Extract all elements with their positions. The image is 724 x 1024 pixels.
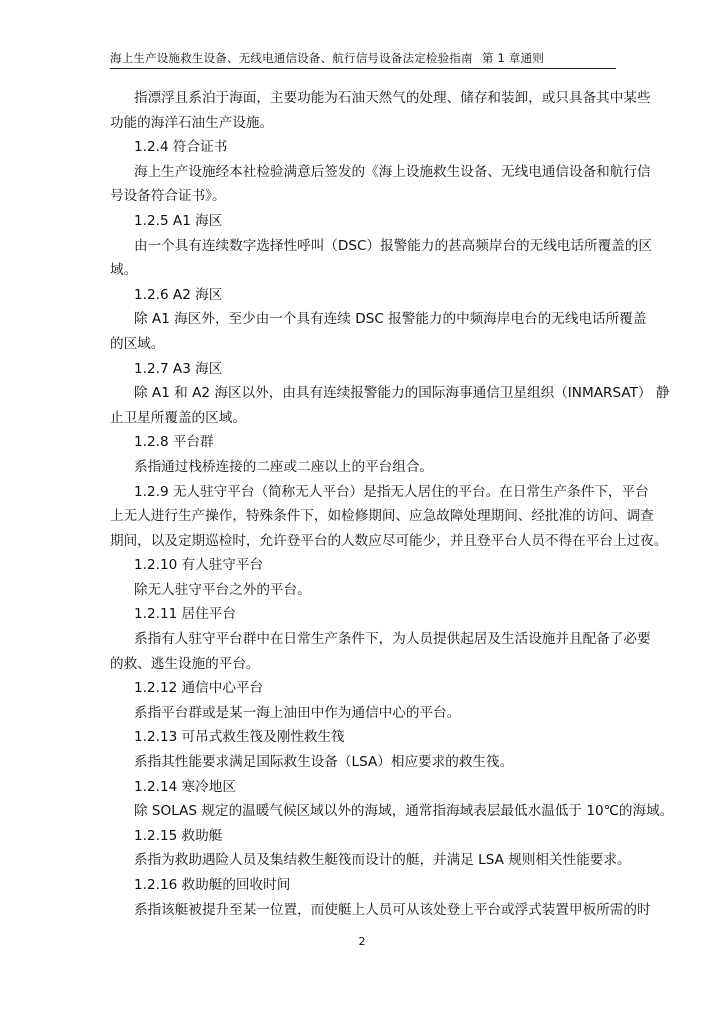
paragraph-line: 系指有人驻守平台群中在日常生产条件下，为人员提供起居及生活设施并且配备了必要 <box>134 631 651 648</box>
paragraph-line: 期间，以及定期巡检时，允许登平台的人数应尽可能少，并且登平台人员不得在平台上过夜。 <box>110 532 668 549</box>
body-text <box>110 86 674 922</box>
section-line: 系指其性能要求满足国际救生设备（LSA）相应要求的救生筏。 <box>134 754 514 771</box>
paragraph-line: 指漂浮且系泊于海面，主要功能为石油天然气的处理、储存和装卸，或只具备其中某些 <box>134 90 651 106</box>
section-line: 1.2.13 可吊式救生筏及刚性救生筏 <box>134 729 345 746</box>
paragraph-line: 除 A1 海区外，至少由一个具有连续 DSC 报警能力的中频海岸电台的无线电话所覆盖 <box>134 311 647 328</box>
paragraph-line: 系指该艇被提升至某一位置，而使艇上人员可从该处登上平台或浮式装置甲板所需的时 <box>134 901 651 918</box>
paragraph-line: 由一个具有连续数字选择性呼叫（DSC）报警能力的甚高频岸台的无线电话所覆盖的区 <box>134 237 652 254</box>
paragraph-line: 除 A1 和 A2 海区以外，由具有连续报警能力的国际海事通信卫星组织（INMARSAT） 静 <box>134 385 670 402</box>
header-title: 海上生产设施救生设备、无线电通信设备、航行信号设备法定检验指南 <box>110 51 473 65</box>
header-rule <box>110 68 616 69</box>
header-chapter: 第 1 章通则 <box>482 51 545 65</box>
section-line: 1.2.16 救助艇的回收时间 <box>134 877 291 893</box>
section-line: 1.2.15 救助艇 <box>134 827 223 844</box>
section-line: 系指平台群或是某一海上油田中作为通信中心的平台。 <box>134 704 461 721</box>
section-line: 1.2.4 符合证书 <box>134 139 228 156</box>
paragraph-line: 止卫星所覆盖的区域。 <box>110 409 246 426</box>
section-line: 除无人驻守平台之外的平台。 <box>134 581 311 598</box>
section-line: 1.2.8 平台群 <box>134 434 214 451</box>
paragraph-line: 上无人进行生产操作，特殊条件下，如检修期间、应急故障处理期间、经批准的访问、调查 <box>110 508 654 525</box>
paragraph-line: 1.2.9 无人驻守平台（简称无人平台）是指无人居住的平台。在日常生产条件下，平台 <box>134 483 649 500</box>
paragraph-line: 的区域。 <box>110 335 165 352</box>
paragraph-line: 域。 <box>110 262 138 279</box>
section-line: 1.2.10 有人驻守平台 <box>134 557 264 574</box>
paragraph-line: 海上生产设施经本社检验满意后签发的《海上设施救生设备、无线电通信设备和航行信 <box>134 163 651 180</box>
section-line: 1.2.12 通信中心平台 <box>134 680 264 697</box>
paragraph-line: 的救、逃生设施的平台。 <box>110 655 260 672</box>
page-number: 2 <box>358 935 366 948</box>
section-line: 系指为救助遇险人员及集结救生艇筏而设计的艇，并满足 LSA 规则相关性能要求。 <box>134 852 631 869</box>
paragraph-line: 功能的海洋石油生产设施。 <box>110 114 274 131</box>
section-line: 除 SOLAS 规定的温暖气候区域以外的海域，通常指海域表层最低水温低于 10℃的海域。 <box>134 803 674 820</box>
section-line: 1.2.14 寒冷地区 <box>134 778 236 795</box>
section-line: 1.2.5 A1 海区 <box>134 212 223 229</box>
section-line: 系指通过栈桥连接的二座或二座以上的平台组合。 <box>134 458 434 475</box>
running-header <box>110 50 616 66</box>
section-line: 1.2.6 A2 海区 <box>134 286 223 303</box>
section-line: 1.2.7 A3 海区 <box>134 360 223 377</box>
paragraph-line: 号设备符合证书》。 <box>110 188 226 205</box>
section-line: 1.2.11 居住平台 <box>134 606 236 623</box>
